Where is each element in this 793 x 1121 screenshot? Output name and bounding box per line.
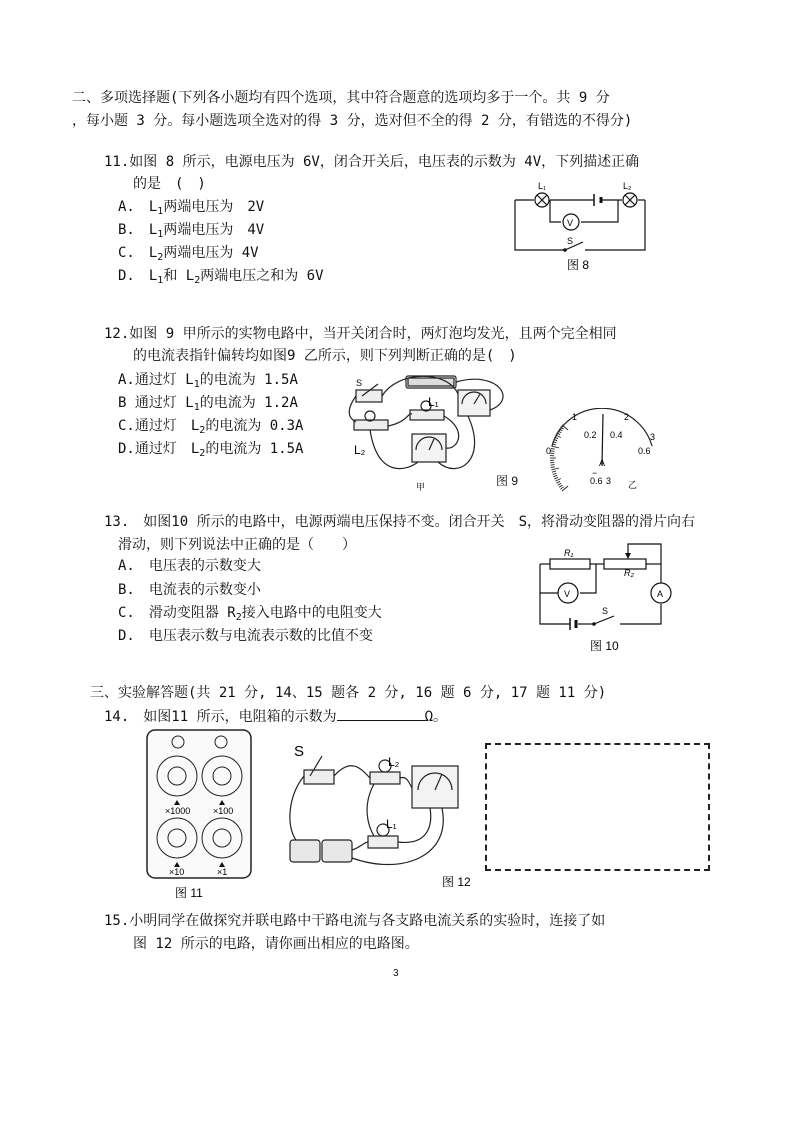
q13-stem-line2: 滑动，则下列说法中正确的是（ ） — [118, 537, 356, 553]
fig9a-l2-label: L₂ — [354, 443, 366, 457]
figure-11-caption: 图 11 — [175, 886, 203, 900]
fig8-voltmeter-label: V — [567, 218, 574, 228]
ammeter-tick — [553, 473, 557, 474]
fig9a-l1-label: L₁ — [428, 395, 439, 409]
q15-stem-line1: 15.小明同学在做探究并联电路中干路电流与各支路电流关系的实验时，连接了如 — [104, 913, 606, 929]
q15-answer-box[interactable] — [485, 743, 710, 871]
fig10-voltmeter-label: V — [564, 589, 571, 599]
fig9b-unit-label: A — [599, 458, 606, 468]
q11-stem-line1: 11.如图 8 所示，电源电压为 6V，闭合开关后，电压表的示数为 4V，下列描述正确 — [104, 154, 640, 170]
fig9b-scale-2: 2 — [624, 412, 630, 422]
figure-8-circuit — [505, 178, 655, 273]
ammeter-tick — [552, 471, 556, 472]
figure-9b-ammeter-scale — [540, 408, 665, 493]
figure-12-physical-circuit — [282, 736, 477, 892]
fig10-ammeter-label: A — [657, 589, 664, 599]
fig11-dial-x1000: ×1000 — [165, 806, 191, 816]
q12-option-c: C.通过灯 $L_2$的电流为 0.3A — [118, 418, 304, 436]
fig8-switch-label: S — [567, 236, 574, 246]
q15-stem-line2: 图 12 所示的电路，请你画出相应的电路图。 — [133, 936, 419, 952]
fig8-l2-label: L₂ — [623, 181, 632, 191]
fig9a-switch-label: S — [356, 378, 363, 388]
ammeter-tick — [555, 479, 560, 482]
figure-10-caption: 图 10 — [590, 639, 619, 653]
fig9b-scale-0.2: 0.2 — [584, 430, 597, 440]
q12-option-b: B 通过灯 $L_1$的电流为 1.2A — [118, 395, 298, 413]
fig9b-scale-0.4: 0.4 — [610, 430, 623, 440]
q13-stem-line1: 13. 如图10 所示的电路中，电源两端电压保持不变。闭合开关 S，将滑动变阻器的滑片向右 — [104, 514, 695, 530]
ammeter-tick — [551, 468, 559, 470]
page-number: 3 — [393, 968, 399, 979]
ammeter-tick — [559, 485, 562, 487]
fig11-dial-x100: ×100 — [213, 806, 234, 816]
ammeter-tick — [554, 477, 558, 479]
ammeter-tick — [562, 486, 568, 491]
q11-stem-line2: 的是 ( ) — [133, 176, 206, 192]
figure-10-circuit — [530, 538, 680, 656]
fig8-l1-label: L₁ — [538, 181, 547, 191]
q11-option-b: B. $L_1$两端电压为 4V — [118, 222, 265, 240]
q12-option-a: A.通过灯 $L_1$的电流为 1.5A — [118, 372, 298, 390]
ammeter-tick — [557, 481, 561, 483]
fig9b-scale-1: 1 — [572, 412, 578, 422]
q13-option-a: A. 电压表的示数变大 — [118, 558, 261, 574]
fig10-r2-label: R₂ — [624, 568, 634, 578]
q14-stem: 14. 如图11 所示，电阻箱的示数为 Ω。 — [104, 706, 447, 727]
fig9b-term-0.6: 0.6 — [590, 476, 603, 486]
fig11-dial-x1: ×1 — [217, 867, 228, 877]
q11-option-a: A. $L_1$两端电压为 2V — [118, 199, 265, 217]
q12-stem-line1: 12.如图 9 甲所示的实物电路中，当开关闭合时，两灯泡均发光，且两个完全相同 — [104, 326, 617, 342]
q11-option-d: D. $L_1$和 $L_2$两端电压之和为 6V — [118, 268, 324, 286]
fig9b-yi-label: 乙 — [628, 480, 638, 490]
fig10-switch-label: S — [602, 606, 609, 616]
fig10-r1-label: R₁ — [564, 548, 574, 558]
figure-8-caption: 图 8 — [567, 258, 590, 272]
q13-option-b: B. 电流表的示数变小 — [118, 582, 261, 598]
fig9b-scale-0: 0 — [546, 446, 552, 456]
figure-9-caption: 图 9 — [496, 474, 519, 488]
fig9b-scale-0.6: 0.6 — [638, 446, 651, 456]
section3-header: 三、实验解答题(共 21 分, 14、15 题各 2 分, 16 题 6 分, 17 题 11 分) — [90, 685, 607, 701]
ammeter-tick — [562, 425, 568, 430]
fig11-dial-x10: ×10 — [169, 867, 185, 877]
figure-11-resistance-box — [145, 728, 255, 900]
fig9b-term-neg: − — [592, 468, 598, 478]
ammeter-tick — [551, 451, 555, 452]
section2-header-line2: ，每小题 3 分。每小题选项全选对的得 3 分，选对但不全的得 2 分，有错选的不得分) — [72, 113, 633, 129]
ammeter-tick — [558, 483, 562, 485]
ammeter-tick — [554, 475, 558, 476]
q11-option-c: C. $L_2$两端电压为 4V — [118, 245, 259, 263]
fig9b-term-3: 3 — [606, 476, 612, 486]
q13-option-d: D. 电压表示数与电流表示数的比值不变 — [118, 628, 373, 644]
section2-header-line1: 二、多项选择题(下列各小题均有四个选项，其中符合题意的选项均多于一个。共 9 分 — [72, 90, 610, 106]
fig12-l2-label: L₂ — [388, 755, 400, 769]
ammeter-tick — [551, 465, 555, 466]
q13-option-c: C. 滑动变阻器 $R_2$接入电路中的电阻变大 — [118, 605, 382, 623]
ammeter-tick — [551, 467, 555, 468]
fig12-switch-label: S — [294, 743, 305, 760]
ammeter-tick — [560, 487, 563, 489]
q12-option-d: D.通过灯 $L_2$的电流为 1.5A — [118, 441, 304, 459]
ammeter-tick — [551, 446, 559, 448]
figure-12-caption: 图 12 — [442, 875, 471, 889]
fig9a-jia-label: 甲 — [416, 482, 426, 492]
ammeter-tick — [551, 449, 555, 450]
fig12-l1-label: L₁ — [386, 817, 397, 831]
fig9b-scale-3: 3 — [650, 432, 656, 442]
q12-stem-line2: 的电流表指针偏转均如图9 乙所示，则下列判断正确的是( ) — [133, 348, 517, 364]
